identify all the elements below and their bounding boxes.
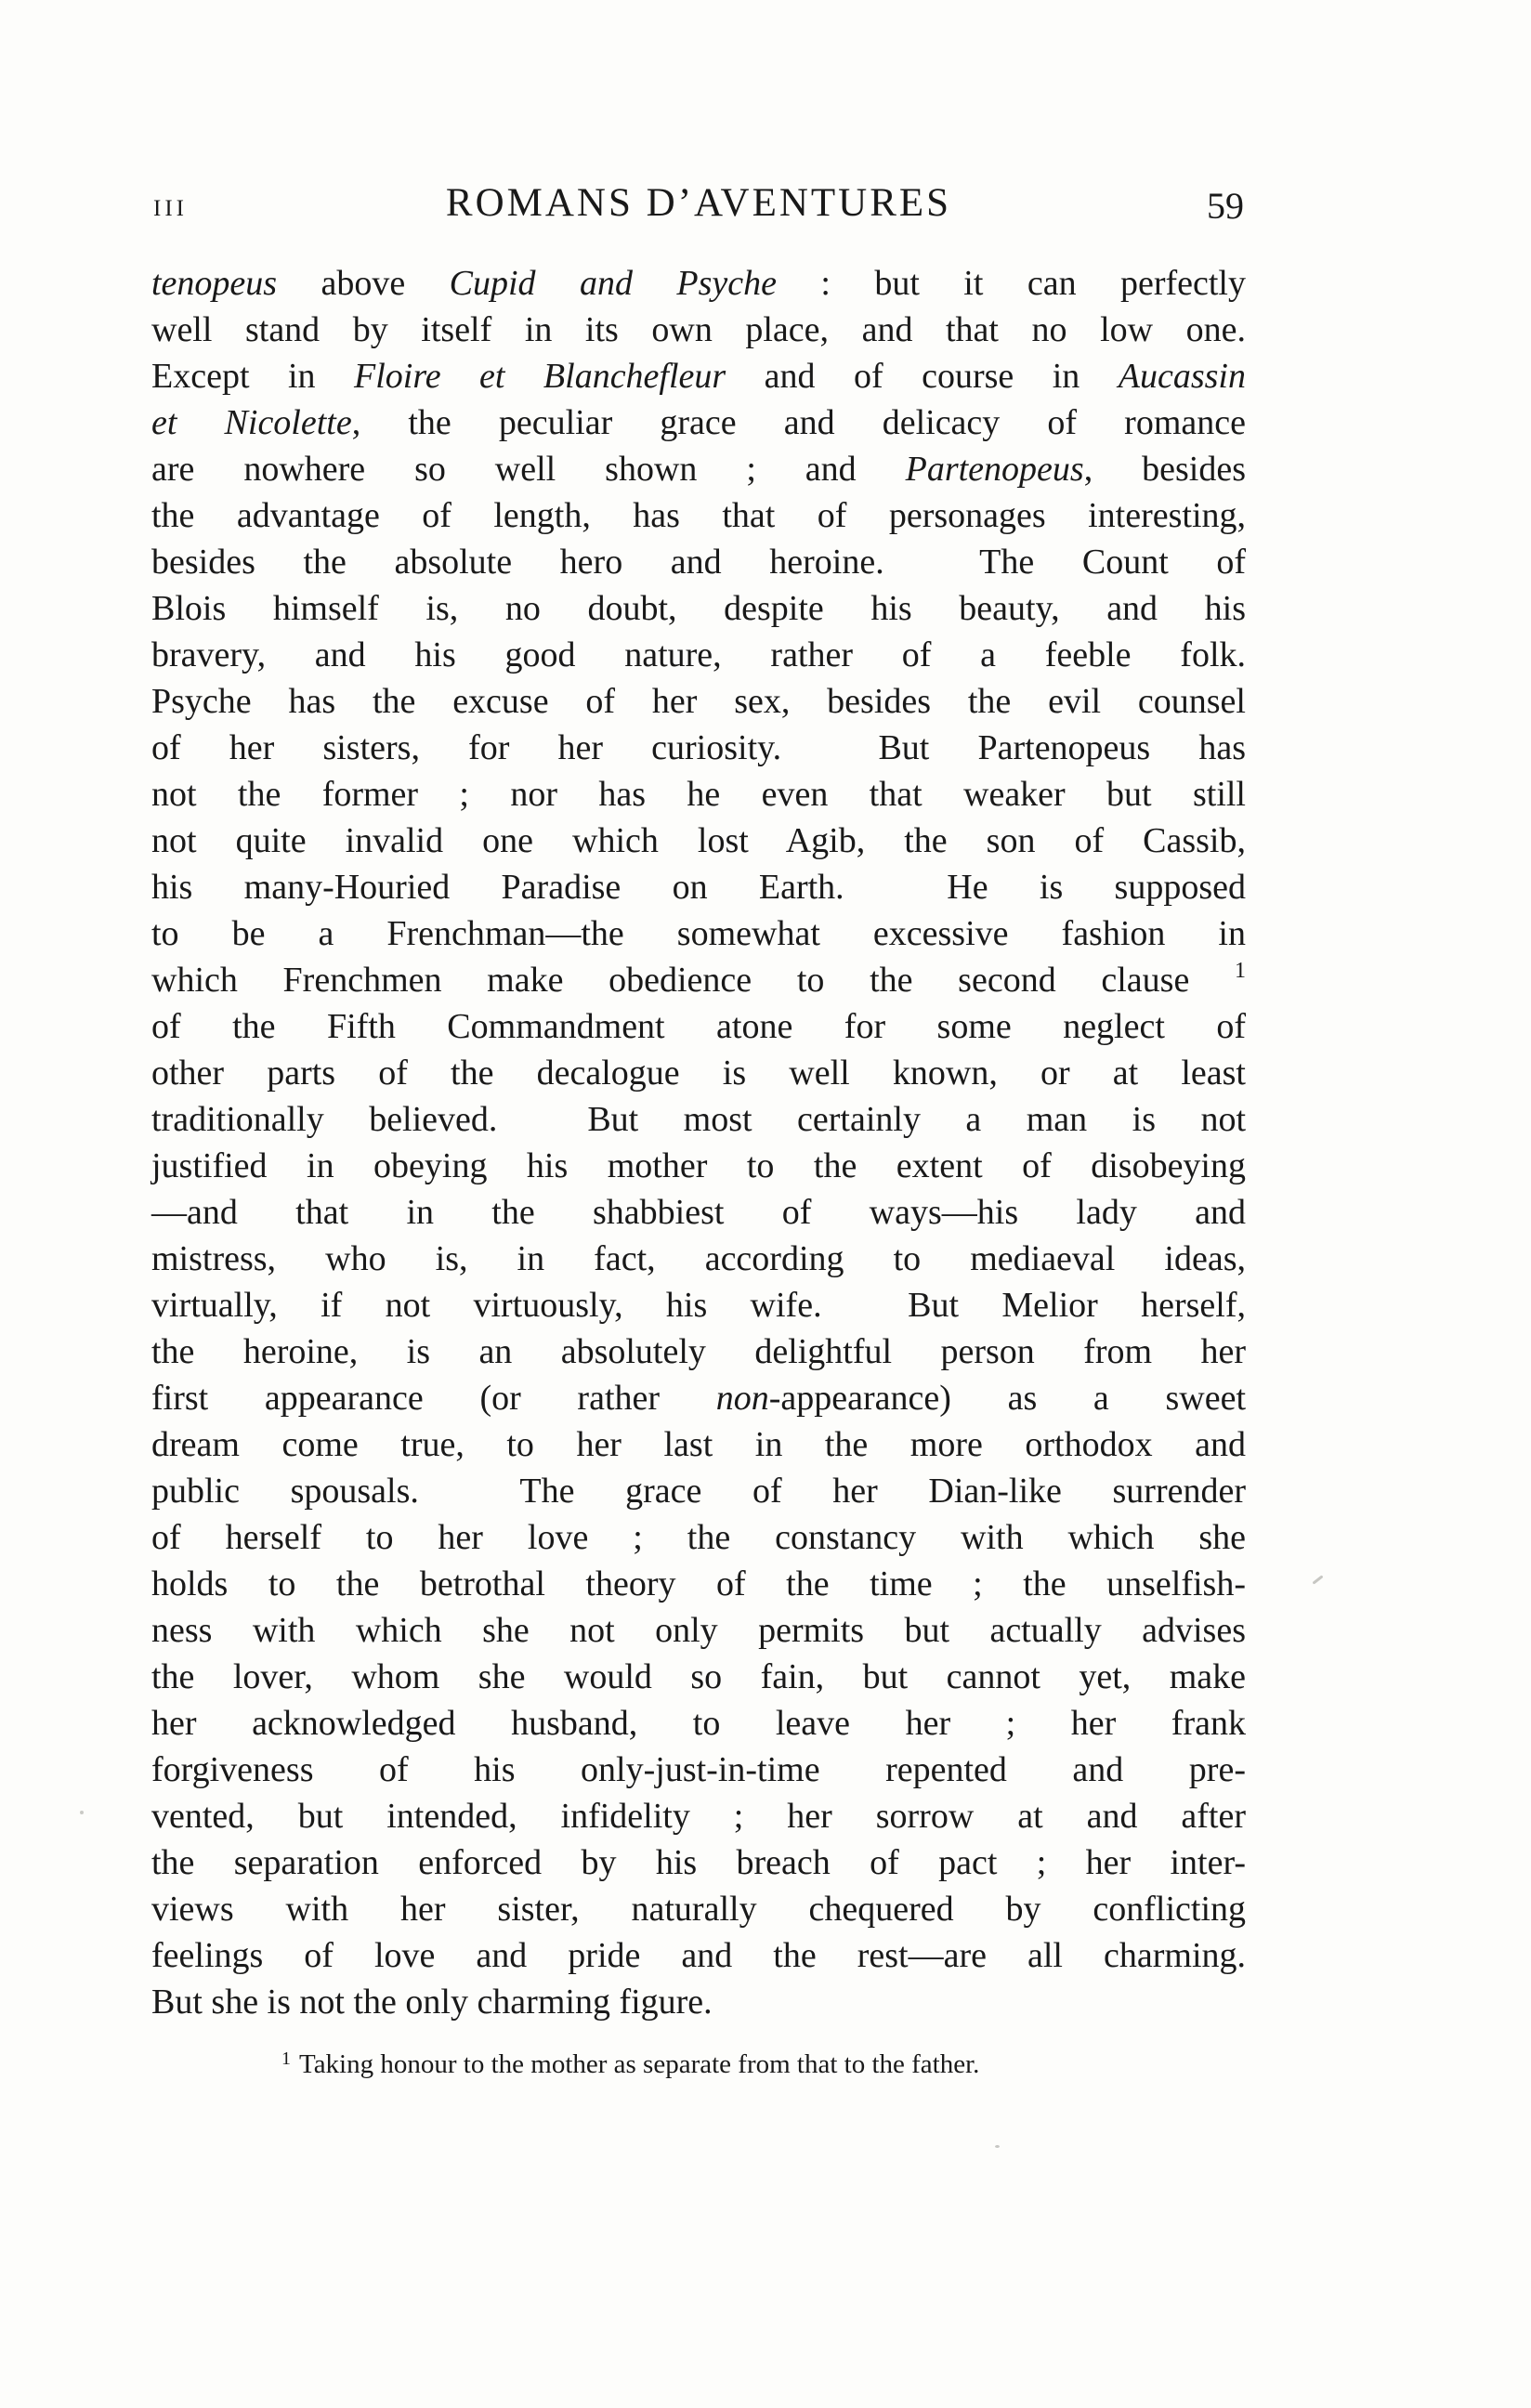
text-line xyxy=(151,400,1246,447)
text-line xyxy=(151,772,1246,818)
text-line xyxy=(151,1376,1246,1422)
text-segment: the advantage of length, has that of personages interesting, xyxy=(151,496,1246,535)
text-line xyxy=(151,1608,1246,1655)
text-segment: of her sisters, for her curiosity. But Partenopeus has xyxy=(151,728,1246,767)
italic-text: tenopeus xyxy=(151,264,278,303)
text-line xyxy=(151,679,1246,726)
scan-artifact xyxy=(1312,1575,1323,1584)
text-segment: the separation enforced by his breach of pact ; her inter- xyxy=(151,1843,1246,1882)
text-line xyxy=(151,493,1246,540)
text-line xyxy=(151,958,1246,1004)
text-segment: virtually, if not virtuously, his wife. But Melior herself, xyxy=(151,1286,1246,1325)
italic-text: non xyxy=(715,1379,769,1418)
text-line xyxy=(151,1933,1246,1980)
text-line xyxy=(151,1097,1246,1144)
text-segment: not quite invalid one which lost Agib, the son of Cassib, xyxy=(151,821,1246,860)
text-segment: the lover, whom she would so fain, but cannot yet, make xyxy=(151,1657,1246,1696)
text-segment: his many-Houried Paradise on Earth. He is supposed xyxy=(151,868,1246,907)
text-line xyxy=(151,1237,1246,1283)
text-line xyxy=(151,865,1246,911)
page-number: 59 xyxy=(1207,185,1244,227)
text-segment: the heroine, is an absolutely delightful person from her xyxy=(151,1332,1246,1371)
text-segment: well stand by itself in its own place, and that no low one. xyxy=(151,310,1246,349)
text-line xyxy=(151,1283,1246,1329)
text-segment: to be a Frenchman—the somewhat excessive fashion in xyxy=(151,914,1246,953)
text-line xyxy=(151,1840,1246,1887)
text-segment: forgiveness of his only-just-in-time repented and pre- xyxy=(151,1750,1246,1789)
text-line xyxy=(151,354,1246,400)
text-segment: ness with which she not only permits but actually advises xyxy=(151,1611,1246,1650)
text-segment: holds to the betrothal theory of the time ; the unselfish- xyxy=(151,1564,1246,1603)
text-segment: her acknowledged husband, to leave her ; her frank xyxy=(151,1704,1246,1743)
text-line xyxy=(151,447,1246,493)
text-segment: , besides xyxy=(1083,450,1246,489)
running-header xyxy=(151,177,1246,232)
chapter-folio: III xyxy=(153,196,188,221)
text-segment: public spousals. The grace of her Dian-like surrender xyxy=(151,1472,1246,1511)
text-line xyxy=(151,261,1246,308)
text-line xyxy=(151,1562,1246,1608)
text-segment: Psyche has the excuse of her sex, besides the evil counsel xyxy=(151,682,1246,721)
footnote-marker: 1 xyxy=(281,2048,291,2069)
footnote-reference: 1 xyxy=(1235,959,1246,983)
text-segment: Except in xyxy=(151,357,354,396)
text-line xyxy=(151,1980,1246,2026)
italic-text: et Nicolette xyxy=(151,403,352,442)
text-segment: feelings of love and pride and the rest—are all charming. xyxy=(151,1936,1246,1975)
text-line xyxy=(151,1144,1246,1190)
text-line xyxy=(151,1469,1246,1515)
text-segment: of the Fifth Commandment atone for some neglect of xyxy=(151,1007,1246,1046)
text-segment: and of course in xyxy=(726,357,1119,396)
text-line xyxy=(151,1329,1246,1376)
text-line xyxy=(151,1051,1246,1097)
text-segment: above xyxy=(277,264,450,303)
text-line xyxy=(151,818,1246,865)
text-segment: of herself to her love ; the constancy with which she xyxy=(151,1518,1246,1557)
text-segment: -appearance) as a sweet xyxy=(768,1379,1246,1418)
text-segment: bravery, and his good nature, rather of a feeble folk. xyxy=(151,635,1246,674)
text-segment: are nowhere so well shown ; and xyxy=(151,450,906,489)
text-segment: justified in obeying his mother to the extent of disobeying xyxy=(151,1146,1246,1185)
text-segment: first appearance (or rather xyxy=(151,1379,716,1418)
text-segment: views with her sister, naturally chequered by conflicting xyxy=(151,1890,1246,1929)
text-line xyxy=(151,1190,1246,1237)
text-line xyxy=(151,586,1246,633)
text-line xyxy=(151,1701,1246,1747)
text-line xyxy=(151,1747,1246,1794)
footnote-text: Taking honour to the mother as separate from that to the father. xyxy=(299,2049,980,2079)
body-text xyxy=(151,261,1246,2026)
text-segment: not the former ; nor has he even that weaker but still xyxy=(151,775,1246,814)
text-segment: besides the absolute hero and heroine. The Count of xyxy=(151,543,1246,582)
text-segment: , the peculiar grace and delicacy of romance xyxy=(351,403,1246,442)
text-line xyxy=(151,1004,1246,1051)
text-line xyxy=(151,540,1246,586)
running-title: ROMANS D’AVENTURES xyxy=(445,181,952,225)
text-line xyxy=(151,1794,1246,1840)
text-segment: Blois himself is, no doubt, despite his beauty, and his xyxy=(151,589,1246,628)
text-line xyxy=(151,633,1246,679)
text-line xyxy=(151,911,1246,958)
text-line xyxy=(151,1515,1246,1562)
text-segment: : but it can perfectly xyxy=(776,264,1246,303)
italic-text: Partenopeus xyxy=(905,450,1084,489)
text-segment: vented, but intended, infidelity ; her sorrow at and after xyxy=(151,1797,1246,1836)
footnote xyxy=(281,2048,979,2081)
text-segment: But she is not the only charming figure. xyxy=(151,1983,713,2022)
scan-artifact xyxy=(80,1811,84,1814)
text-segment: —and that in the shabbiest of ways—his lady and xyxy=(151,1193,1246,1232)
text-line xyxy=(151,1422,1246,1469)
text-segment: mistress, who is, in fact, according to mediaeval ideas, xyxy=(151,1239,1246,1278)
italic-text: Aucassin xyxy=(1118,357,1246,396)
text-segment: traditionally believed. But most certainly a man is not xyxy=(151,1100,1246,1139)
text-segment: which Frenchmen make obedience to the second clause xyxy=(151,961,1235,1000)
italic-text: Cupid and Psyche xyxy=(449,264,777,303)
text-line xyxy=(151,308,1246,354)
italic-text: Floire et Blanchefleur xyxy=(354,357,726,396)
text-line xyxy=(151,726,1246,772)
text-segment: other parts of the decalogue is well known, or at least xyxy=(151,1054,1246,1093)
scan-artifact xyxy=(995,2145,1000,2148)
text-line xyxy=(151,1655,1246,1701)
text-line xyxy=(151,1887,1246,1933)
text-segment: dream come true, to her last in the more orthodox and xyxy=(151,1425,1246,1464)
